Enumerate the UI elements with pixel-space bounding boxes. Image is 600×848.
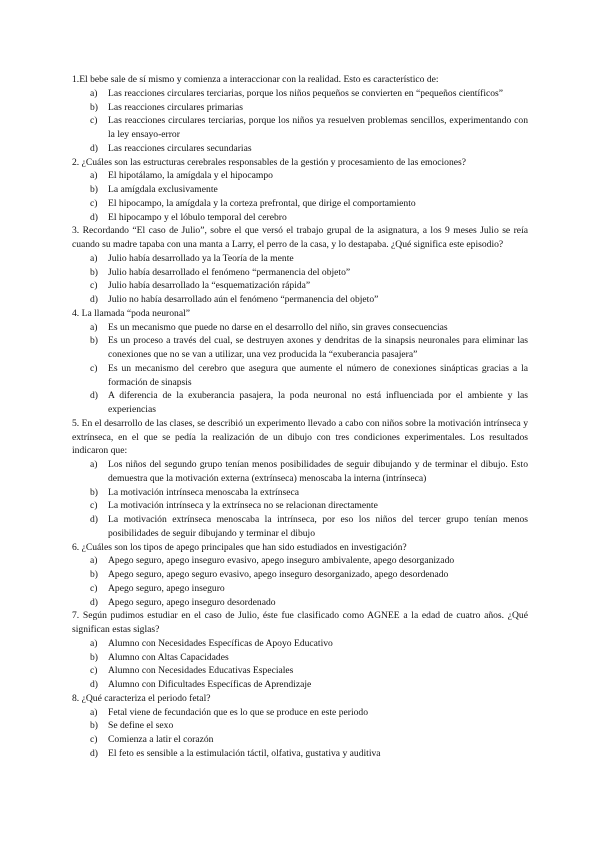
- option-text: Alumno con Altas Capacidades: [108, 651, 229, 663]
- option-marker: a): [90, 706, 98, 718]
- answer-option: [72, 252, 528, 266]
- answer-option: [72, 183, 528, 197]
- option-text: La motivación intrínseca menoscaba la extrínseca: [108, 486, 299, 498]
- option-text: Alumno con Necesidades Educativas Especiales: [108, 665, 294, 677]
- question-6: [72, 541, 528, 610]
- answer-option: [72, 266, 528, 280]
- answer-options: [72, 554, 528, 609]
- answer-option: [72, 321, 528, 335]
- option-text: El hipotálamo, la amígdala y el hipocampo: [108, 170, 273, 182]
- option-text: El feto es sensible a la estimulación táctil, olfativa, gustativa y auditiva: [108, 747, 381, 759]
- option-marker: d): [90, 390, 98, 402]
- answer-option: [72, 664, 528, 678]
- option-marker: d): [90, 211, 98, 223]
- option-text: Alumno con Dificultades Específicas de Aprendizaje: [108, 679, 312, 690]
- option-text: Las reacciones circulares terciarias, porque los niños ya resuelven problemas sencillos, experimentando con la ley ensayo-error: [108, 115, 528, 140]
- option-marker: d): [90, 294, 98, 305]
- question-text: 2. ¿Cuáles son las estructuras cerebrales responsables de la gestión y procesamiento de las emociones?: [72, 156, 467, 168]
- answer-option: [72, 582, 528, 596]
- option-text: Apego seguro, apego inseguro desordenado: [108, 596, 276, 608]
- answer-option: [72, 114, 528, 142]
- option-marker: a): [90, 637, 98, 649]
- option-marker: c): [90, 280, 98, 292]
- question-text: 3. Recordando “El caso de Julio”, sobre el que versó el trabajo grupal de la asignatura, a los 9 meses Julio se reía cuando su madre tapaba con una manta a Larry, el perro de la casa, y lo destapaba. ¿Qué significa este episodio?: [72, 225, 528, 250]
- answer-option: [72, 499, 528, 513]
- option-marker: c): [90, 582, 98, 594]
- option-marker: b): [90, 101, 98, 113]
- option-text: Se define el sexo: [108, 720, 174, 732]
- answer-option: [72, 733, 528, 747]
- answer-option: [72, 362, 528, 390]
- option-text: Es un proceso a través del cual, se destruyen axones y dendritas de la sinapsis neuronales para eliminar las conexiones que no se van a utilizar, una vez producida la “exuberancia pasajera”: [108, 335, 528, 360]
- question-4: [72, 307, 528, 417]
- answer-option: [72, 678, 528, 692]
- answer-option: [72, 554, 528, 568]
- answer-option: [72, 568, 528, 582]
- option-text: Julio había desarrollado ya la Teoría de la mente: [108, 252, 294, 264]
- option-text: El hipocampo, la amígdala y la corteza prefrontal, que dirige el comportamiento: [108, 197, 416, 209]
- answer-option: [72, 747, 528, 761]
- option-text: Fetal viene de fecundación que es lo que se produce en este periodo: [108, 706, 368, 718]
- answer-options: [72, 706, 528, 761]
- option-marker: c): [90, 197, 98, 209]
- option-text: Julio había desarrollado la “esquematización rápida”: [108, 280, 311, 292]
- option-text: Comienza a latir el corazón: [108, 734, 214, 745]
- answer-option: [72, 293, 528, 307]
- option-marker: a): [90, 252, 98, 264]
- answer-option: [72, 279, 528, 293]
- answer-option: [72, 596, 528, 610]
- answer-options: [72, 87, 528, 156]
- option-marker: d): [90, 596, 98, 608]
- answer-option: [72, 101, 528, 115]
- option-marker: d): [90, 142, 98, 154]
- answer-option: [72, 197, 528, 211]
- option-marker: b): [90, 335, 98, 347]
- question-text: 7. Según pudimos estudiar en el caso de Julio, éste fue clasificado como AGNEE a la edad de cuatro años. ¿Qué significan estas siglas?: [72, 610, 528, 635]
- option-marker: b): [90, 720, 98, 732]
- option-text: La motivación extrínseca menoscaba la intrínseca, por eso los niños del tercer grupo tenían menos posibilidades de seguir dibujando y terminar el dibujo: [108, 514, 528, 539]
- answer-option: [72, 87, 528, 101]
- option-marker: c): [90, 500, 98, 512]
- option-marker: c): [90, 734, 98, 745]
- question-5: [72, 417, 528, 541]
- option-text: Alumno con Necesidades Específicas de Apoyo Educativo: [108, 637, 333, 649]
- question-text: 1.El bebe sale de sí mismo y comienza a interaccionar con la realidad. Esto es característico de:: [72, 74, 439, 85]
- answer-option: [72, 637, 528, 651]
- answer-option: [72, 211, 528, 225]
- option-marker: b): [90, 266, 98, 278]
- option-text: Apego seguro, apego inseguro evasivo, apego inseguro ambivalente, apego desorganizado: [108, 555, 455, 567]
- option-marker: d): [90, 679, 98, 690]
- question-text: 8. ¿Qué caracteriza el periodo fetal?: [72, 692, 211, 704]
- answer-options: [72, 458, 528, 541]
- option-marker: a): [90, 321, 98, 333]
- option-marker: c): [90, 665, 98, 677]
- question-1: [72, 73, 528, 156]
- question-7: [72, 609, 528, 692]
- option-text: El hipocampo y el lóbulo temporal del cerebro: [108, 211, 287, 223]
- option-marker: d): [90, 747, 98, 759]
- answer-option: [72, 706, 528, 720]
- option-text: Julio no había desarrollado aún el fenómeno “permanencia del objeto”: [108, 294, 379, 305]
- option-marker: a): [90, 459, 98, 470]
- option-marker: b): [90, 651, 98, 663]
- option-text: Es un mecanismo que puede no darse en el desarrollo del niño, sin graves consecuencias: [108, 321, 448, 333]
- option-marker: a): [90, 87, 98, 99]
- option-text: Las reacciones circulares secundarias: [108, 142, 252, 154]
- option-text: Es un mecanismo del cerebro que asegura que aumente el número de conexiones sinápticas gracias a la formación de sinapsis: [108, 362, 528, 388]
- answer-option: [72, 334, 528, 362]
- answer-option: [72, 142, 528, 156]
- option-text: Las reacciones circulares terciarias, porque los niños pequeños se convierten en “pequeños científicos”: [108, 87, 504, 99]
- answer-options: [72, 169, 528, 224]
- answer-option: [72, 169, 528, 183]
- question-2: [72, 156, 528, 225]
- option-marker: b): [90, 486, 98, 498]
- option-text: Los niños del segundo grupo tenían menos posibilidades de seguir dibujando y de terminar el dibujo. Esto demuestra que la motivación externa (extrínseca) menoscaba la interna (intrínseca): [108, 459, 528, 484]
- answer-options: [72, 637, 528, 692]
- option-marker: b): [90, 569, 98, 580]
- answer-option: [72, 513, 528, 541]
- question-8: [72, 692, 528, 761]
- answer-options: [72, 252, 528, 307]
- option-marker: d): [90, 514, 98, 525]
- option-text: Apego seguro, apego seguro evasivo, apego inseguro desorganizado, apego desordenado: [108, 569, 449, 580]
- answer-option: [72, 458, 528, 486]
- option-text: Julio había desarrollado el fenómeno “permanencia del objeto”: [108, 266, 351, 278]
- option-marker: a): [90, 170, 98, 182]
- question-text: 5. En el desarrollo de las clases, se describió un experimento llevado a cabo con niños sobre la motivación intrínseca y extrínseca, en el que se pedía la realización de un dibujo con tres condiciones experimentales. Los resultados indicaron que:: [72, 417, 528, 457]
- option-marker: c): [90, 362, 98, 374]
- option-text: La amígdala exclusivamente: [108, 184, 218, 195]
- question-3: [72, 224, 528, 307]
- option-text: A diferencia de la exuberancia pasajera, la poda neuronal no está influenciada por el ambiente y las experiencias: [108, 390, 528, 415]
- answer-option: [72, 486, 528, 500]
- question-text: 6. ¿Cuáles son los tipos de apego principales que han sido estudiados en investigación?: [72, 541, 407, 553]
- answer-option: [72, 389, 528, 417]
- answer-option: [72, 719, 528, 733]
- option-text: La motivación intrínseca y la extrínseca no se relacionan directamente: [108, 500, 378, 512]
- option-marker: a): [90, 555, 98, 567]
- option-marker: c): [90, 115, 98, 127]
- question-text: 4. La llamada “poda neuronal”: [72, 307, 191, 319]
- answer-options: [72, 321, 528, 417]
- option-text: Apego seguro, apego inseguro: [108, 582, 225, 594]
- exam-document: [72, 73, 528, 761]
- option-text: Las reacciones circulares primarias: [108, 101, 244, 113]
- option-marker: b): [90, 184, 98, 195]
- answer-option: [72, 651, 528, 665]
